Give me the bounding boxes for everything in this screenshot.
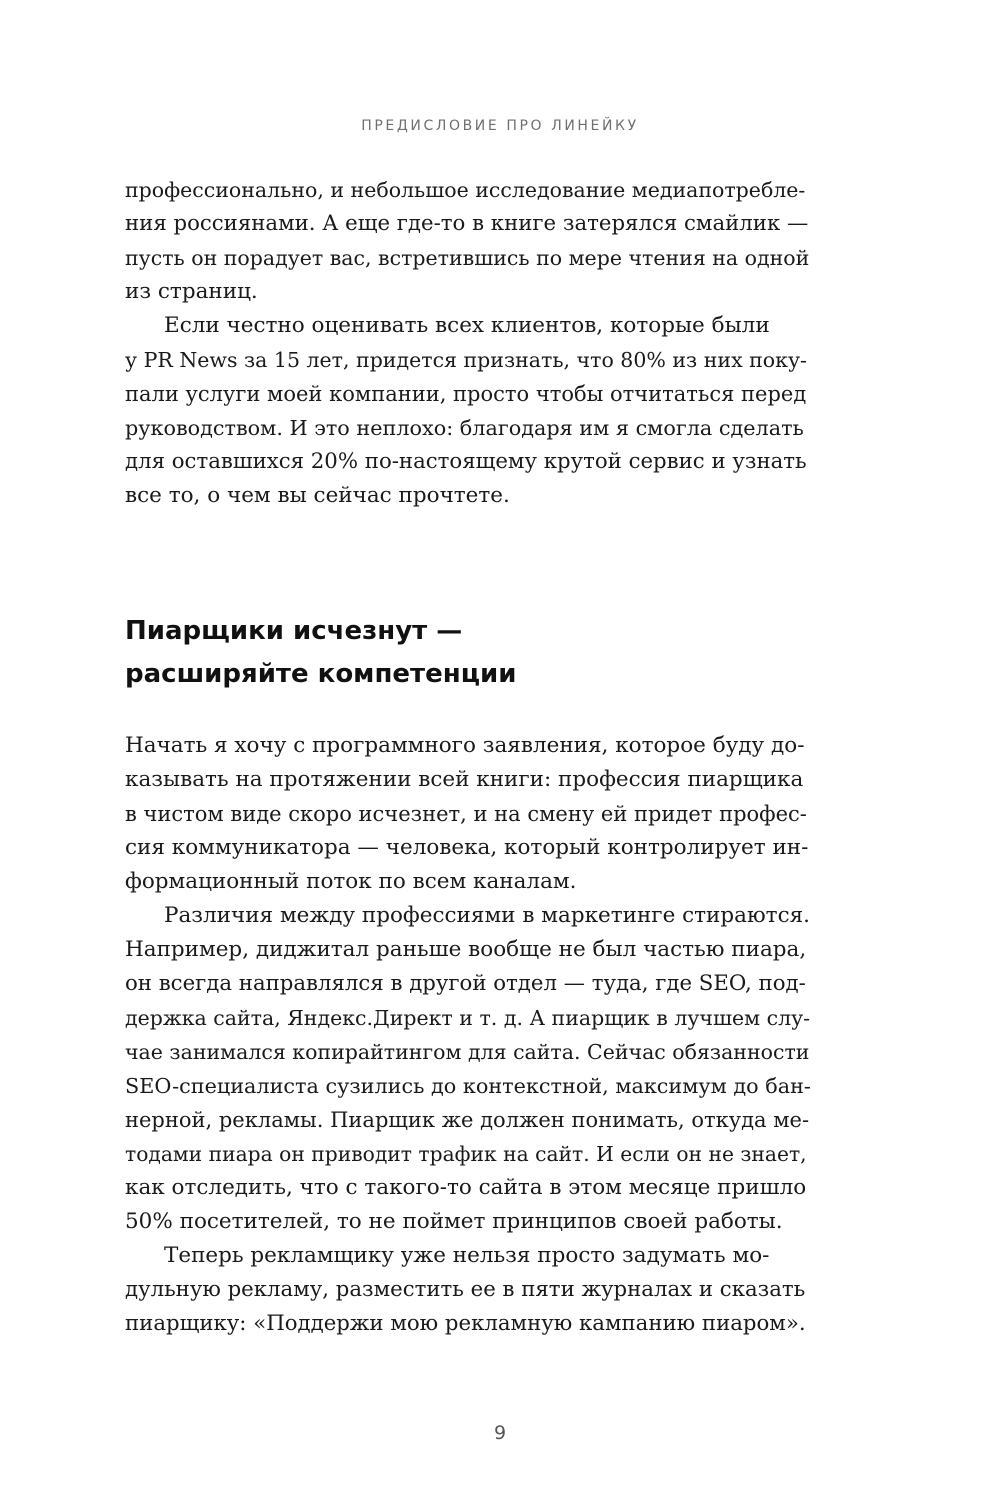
text-line: все то, о чем вы сейчас прочтете.	[125, 483, 510, 508]
text-line: Различия между профессиями в маркетинге стираются.	[164, 903, 811, 928]
text-line: дульную рекламу, разместить ее в пяти журналах и сказать	[125, 1277, 806, 1302]
top-text-block	[125, 173, 810, 513]
text-line: Теперь рекламщику уже нельзя просто задумать мо-	[164, 1243, 770, 1268]
text-line: тодами пиара он приводит трафик на сайт. И если он не знает,	[125, 1142, 807, 1166]
text-line: Например, диджитал раньше вообще не был частью пиара,	[125, 937, 807, 962]
text-line: руководством. И это неплохо: благодаря им я смогла сделать	[125, 416, 804, 440]
text-line: Начать я хочу с программного заявления, которое буду до-	[125, 733, 805, 758]
text-line: он всегда направлялся в другой отдел — туда, где SEO, под-	[125, 971, 806, 996]
running-head: ПРЕДИСЛОВИЕ ПРО ЛИНЕЙКУ	[361, 118, 639, 134]
text-line: держка сайта, Яндекс.Директ и т. д. А пиарщик в лучшем слу-	[125, 1006, 811, 1030]
text-line: нерной, рекламы. Пиарщик же должен понимать, откуда ме-	[125, 1108, 810, 1132]
text-line: как отследить, что с такого-то сайта в этом месяце пришло	[125, 1175, 807, 1200]
section-heading	[125, 610, 810, 696]
text-line: казывать на протяжении всей книги: профессия пиарщика	[125, 767, 804, 792]
text-line: из страниц.	[125, 279, 258, 304]
text-line: сия коммуникатора — человека, который контролирует ин-	[125, 835, 809, 860]
text-line: в чистом виде скоро исчезнет, и на смену ей придет профес-	[125, 802, 807, 826]
text-line: ния россиянами. А еще где-то в книге затерялся смайлик —	[125, 211, 809, 236]
text-line: пиарщику: «Поддержи мою рекламную кампанию пиаром».	[125, 1311, 806, 1336]
section-heading-line: расширяйте компетенции	[125, 659, 517, 689]
text-line: пусть он порадует вас, встретившись по мере чтения на одной	[125, 246, 810, 270]
text-line: чае занимался копирайтингом для сайта. Сейчас обязанности	[125, 1040, 810, 1064]
text-line: профессионально, и небольшое исследование медиапотребле-	[125, 178, 806, 202]
page-number: 9	[493, 1422, 507, 1444]
text-line: у PR News за 15 лет, придется признать, что 80% из них поку-	[125, 348, 807, 372]
text-line: для оставшихся 20% по-настоящему крутой сервис и узнать	[125, 449, 807, 474]
section-heading-line: Пиарщики исчезнут —	[125, 616, 463, 646]
main-text-block	[125, 729, 810, 1341]
text-line: SEO-специалиста сузились до контекстной, максимум до бан-	[125, 1074, 811, 1098]
text-line: 50% посетителей, то не поймет принципов своей работы.	[125, 1209, 783, 1234]
text-line: формационный поток по всем каналам.	[125, 869, 577, 894]
text-line: Если честно оценивать всех клиентов, которые были	[164, 313, 770, 338]
text-line: пали услуги моей компании, просто чтобы отчитаться перед	[125, 382, 807, 406]
